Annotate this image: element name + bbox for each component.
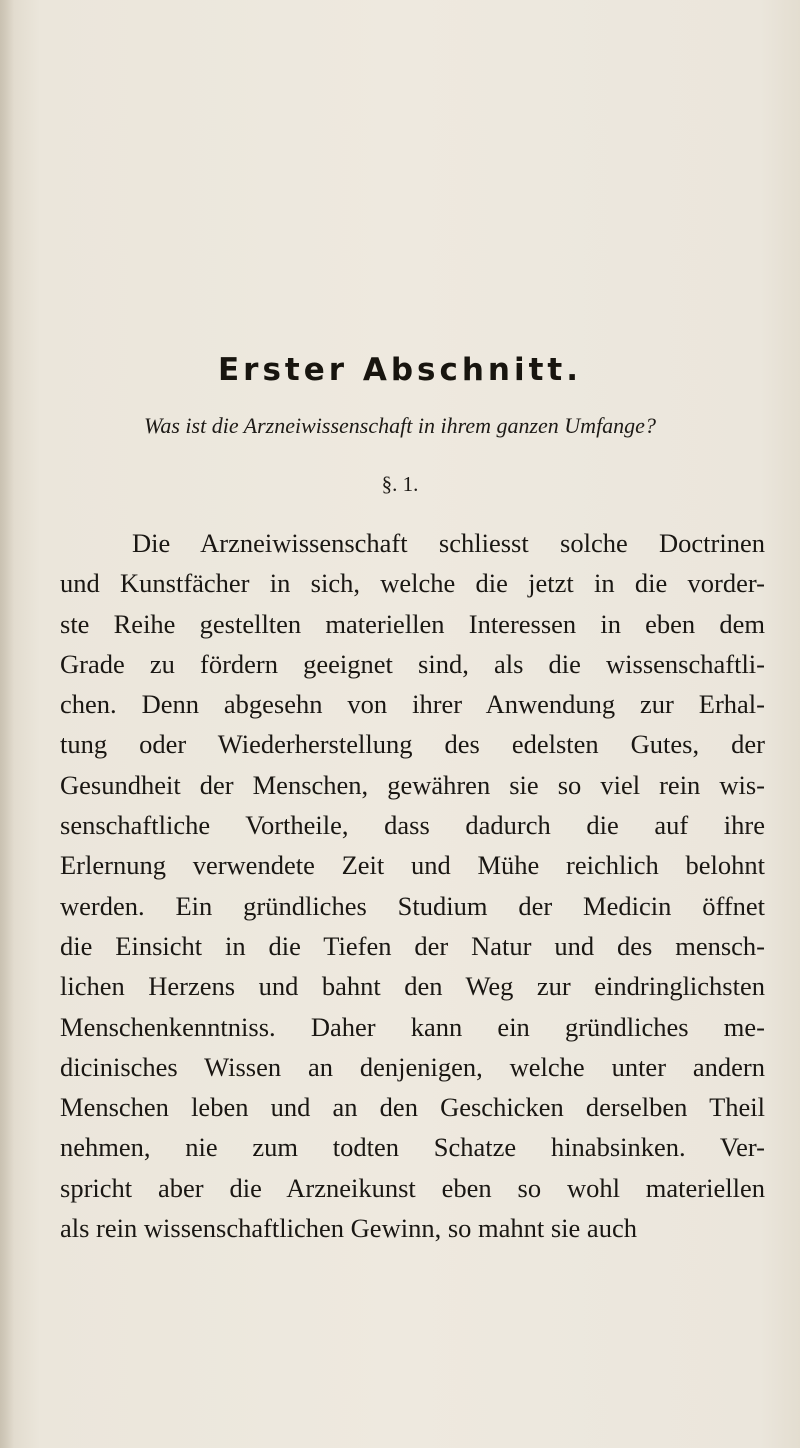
text-line: die Einsicht in die Tiefen der Natur und des mensch- xyxy=(60,930,765,961)
text-line: senschaftliche Vortheile, dass dadurch die auf ihre xyxy=(60,810,765,841)
chapter-title: Erster Abschnitt. xyxy=(217,352,583,388)
text-line: ste Reihe gestellten materiellen Interessen in eben dem xyxy=(60,608,765,639)
text-line: werden. Ein gründliches Studium der Medicin öffnet xyxy=(60,890,765,921)
page-gutter-shadow xyxy=(0,0,14,1448)
text-line: und Kunstfächer in sich, welche die jetzt in die vorder- xyxy=(60,568,765,599)
chapter-subtitle: Was ist die Arzneiwissenschaft in ihrem ganzen Umfange? xyxy=(144,413,656,438)
text-line: Gesundheit der Menschen, gewähren sie so viel rein wis- xyxy=(60,769,765,800)
text-line: Menschenkenntniss. Daher kann ein gründliches me- xyxy=(60,1011,765,1042)
section-number: §. 1. xyxy=(381,472,419,496)
text-line: Grade zu fördern geeignet sind, als die wissenschaftli- xyxy=(60,648,765,679)
text-line: Erlernung verwendete Zeit und Mühe reichlich belohnt xyxy=(60,850,765,881)
text-line: Die Arzneiwissenschaft schliesst solche Doctrinen xyxy=(132,528,765,558)
text-line: lichen Herzens und bahnt den Weg zur eindringlichsten xyxy=(60,971,765,1002)
text-line: Menschen leben und an den Geschicken derselben Theil xyxy=(60,1092,765,1123)
text-line: nehmen, nie zum todten Schatze hinabsinken. Ver- xyxy=(60,1132,765,1163)
text-line: tung oder Wiederherstellung des edelsten Gutes, der xyxy=(60,729,765,760)
body-paragraph xyxy=(60,523,765,1248)
text-line: dicinisches Wissen an denjenigen, welche unter andern xyxy=(60,1051,765,1082)
text-line: chen. Denn abgesehn von ihrer Anwendung zur Erhal- xyxy=(60,689,765,720)
text-line: spricht aber die Arzneikunst eben so wohl materiellen xyxy=(60,1172,765,1203)
text-line: als rein wissenschaftlichen Gewinn, so mahnt sie auch xyxy=(60,1213,637,1244)
